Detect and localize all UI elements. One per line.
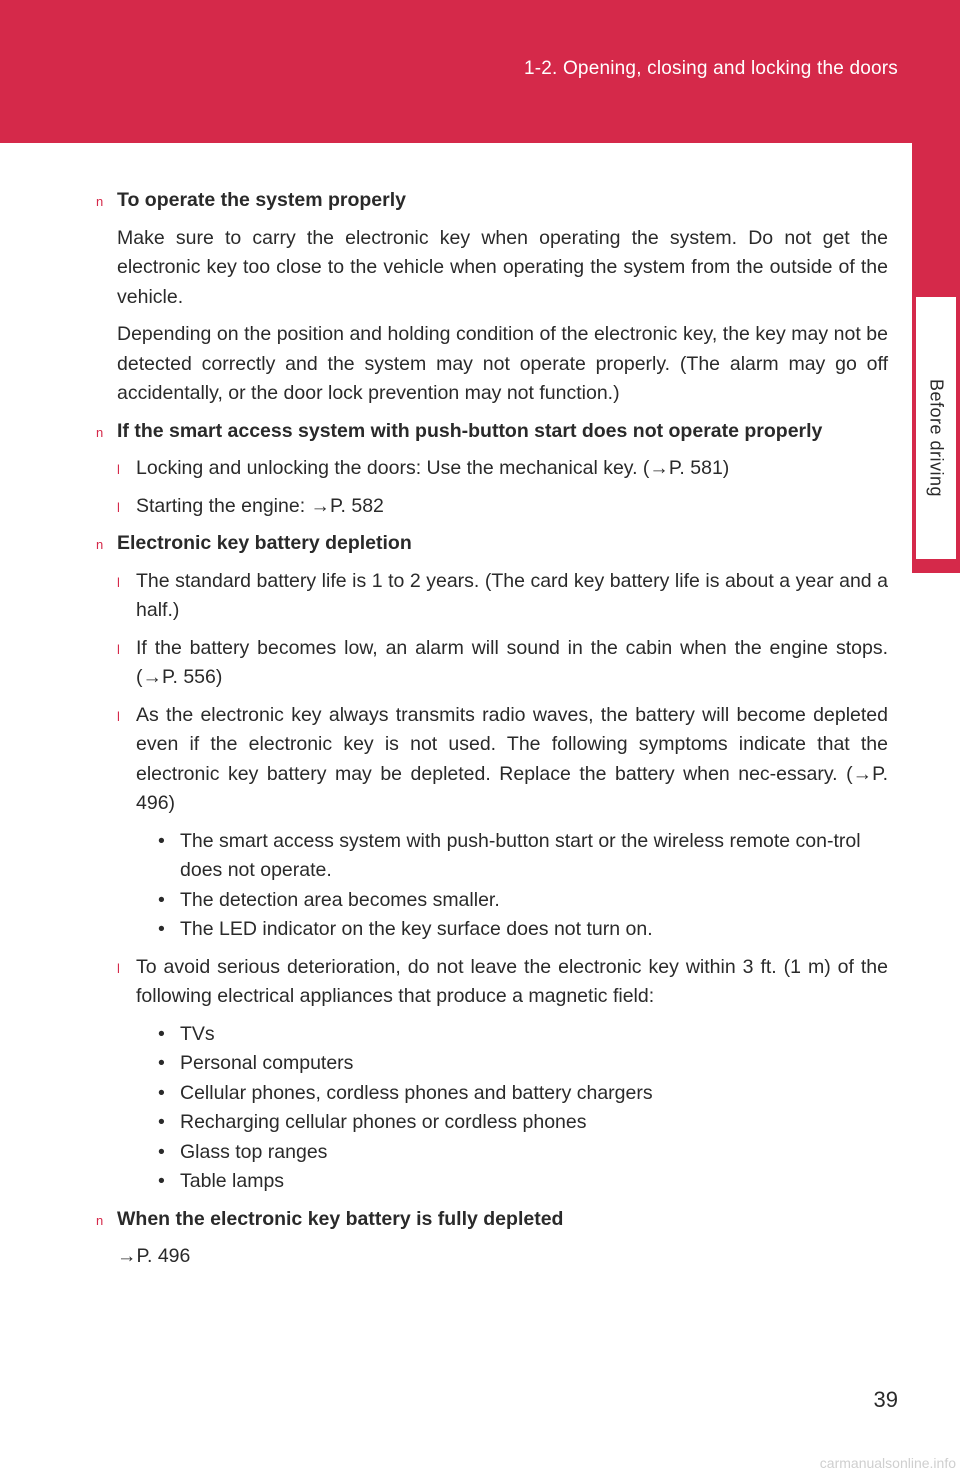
bullet-marker-icon: l <box>117 641 120 657</box>
chapter-number: 1 <box>930 310 942 333</box>
list-item-text: The LED indicator on the key surface does not turn on. <box>180 918 653 940</box>
bullet-marker-icon: l <box>117 574 120 590</box>
sub-bullet-icon: • <box>158 1022 165 1045</box>
list-item <box>158 827 888 886</box>
bullet-item <box>117 567 888 626</box>
sub-bullet-icon: • <box>158 1081 165 1104</box>
appliance-list <box>158 1020 888 1197</box>
list-item-text: Personal computers <box>180 1052 354 1074</box>
heading-marker-icon: n <box>96 537 104 552</box>
list-item-text: Table lamps <box>180 1170 285 1192</box>
heading-text: When the electronic key battery is fully depleted <box>117 1207 564 1230</box>
sub-bullet-icon: • <box>158 1111 165 1133</box>
list-item <box>158 1167 888 1197</box>
sub-bullet-icon: • <box>158 1170 165 1192</box>
bullet-item <box>117 634 888 693</box>
bullet-text: The standard battery life is 1 to 2 years. (The card key battery life is about a year and a half.) <box>136 569 888 621</box>
list-item <box>158 1079 888 1109</box>
paragraph: Make sure to carry the electronic key when operating the system. Do not get the electronic key too close to the vehicle when operating the system from the outside of the vehicle. <box>117 226 888 308</box>
section-heading <box>96 529 888 559</box>
sub-bullet-icon: • <box>158 918 165 940</box>
bullet-text: If the battery becomes low, an alarm will sound in the cabin when the engine stops. (→P. 556) <box>136 636 888 688</box>
watermark: carmanualsonline.info <box>819 1455 956 1471</box>
sub-bullet-icon: • <box>158 888 165 911</box>
bullet-marker-icon: l <box>117 499 120 515</box>
bullet-item <box>117 701 888 819</box>
list-item-text: The detection area becomes smaller. <box>180 888 500 911</box>
heading-marker-icon: n <box>96 424 104 440</box>
bullet-item <box>117 492 888 522</box>
list-item-text: Glass top ranges <box>180 1140 328 1163</box>
list-item-text: Recharging cellular phones or cordless phones <box>180 1111 587 1133</box>
list-item <box>158 915 888 945</box>
sub-bullet-icon: • <box>158 1140 165 1163</box>
section-title: 1-2. Opening, closing and locking the doors <box>523 58 898 79</box>
heading-marker-icon: n <box>96 1212 104 1228</box>
list-item-text: TVs <box>180 1022 215 1045</box>
page-body <box>96 186 888 1272</box>
sub-bullet-icon: • <box>158 829 165 852</box>
chapter-label: Before driving <box>926 378 947 498</box>
bullet-marker-icon: l <box>117 708 120 724</box>
bullet-text: To avoid serious deterioration, do not leave the electronic key within 3 ft. (1 m) of the following electrical appliances that produce a magnetic field: <box>136 955 888 1007</box>
list-item <box>158 1020 888 1050</box>
symptom-list <box>158 827 888 945</box>
list-item <box>158 1049 888 1079</box>
heading-marker-icon: n <box>96 194 104 209</box>
chapter-header-bar <box>0 0 960 143</box>
heading-text: Electronic key battery depletion <box>117 532 412 554</box>
bullet-text: Locking and unlocking the doors: Use the mechanical key. (→P. 581) <box>136 457 730 479</box>
paragraph: Depending on the position and holding condition of the electronic key, the key may not be detected correctly and the system may not operate properly. (The alarm may go off accidentally, or the door lock prevention may not function.) <box>117 323 888 404</box>
section-heading <box>96 417 888 447</box>
bullet-item <box>117 953 888 1012</box>
list-item <box>158 1138 888 1168</box>
bullet-marker-icon: l <box>117 462 120 477</box>
page-reference: →P. 496 <box>117 1245 191 1267</box>
sub-bullet-icon: • <box>158 1052 165 1074</box>
heading-text: To operate the system properly <box>117 189 406 211</box>
section-heading <box>96 1205 888 1235</box>
bullet-marker-icon: l <box>117 960 120 976</box>
list-item <box>158 1108 888 1138</box>
bullet-item <box>117 454 888 484</box>
bullet-text: As the electronic key always transmits radio waves, the battery will become depleted even if the electronic key is not used. The following symptoms indicate that the electronic key battery may be depleted. Replace the battery when nec-essary. (→P. 496) <box>136 703 888 814</box>
section-heading <box>96 186 888 216</box>
bullet-text: Starting the engine: →P. 582 <box>136 494 384 517</box>
heading-text: If the smart access system with push-button start does not operate properly <box>117 419 823 442</box>
page-number: 39 <box>873 1387 898 1412</box>
list-item <box>158 886 888 916</box>
list-item-text: Cellular phones, cordless phones and battery chargers <box>180 1081 653 1104</box>
list-item-text: The smart access system with push-button start or the wireless remote con-trol does not operate. <box>180 829 861 881</box>
